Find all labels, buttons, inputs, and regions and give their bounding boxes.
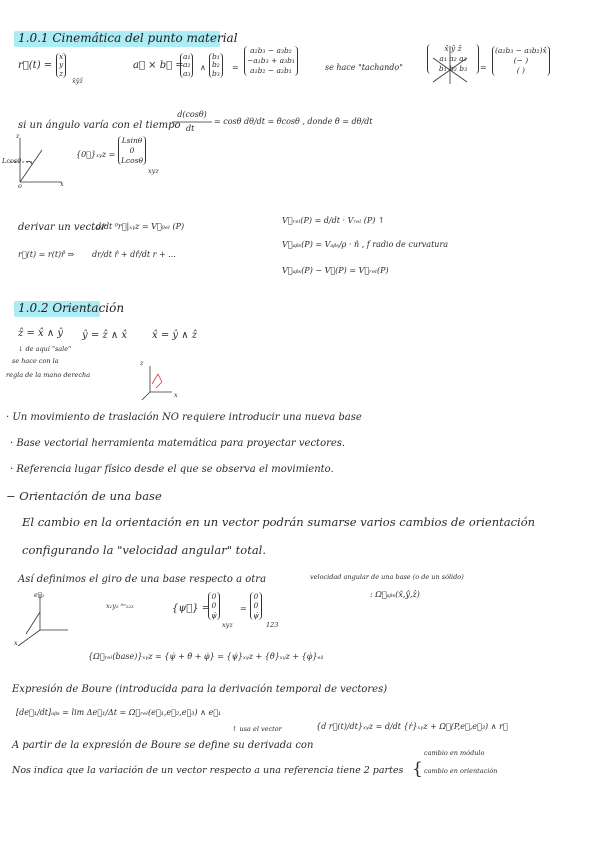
note-se-hace: se hace con la — [12, 357, 59, 365]
axes-z-label: z — [140, 359, 144, 367]
bullet-base: · Base vectorial herramienta matemática para proyectar vectores. — [10, 438, 346, 449]
determinant-crossout — [427, 44, 477, 84]
derive-equation: d/dt ⁰r⃗|ₓᵧz = V⃗₀ₑₗ (P) — [96, 222, 185, 231]
r-decomposition: r⃗(t) = r(t)r̂ ⇒ — [18, 250, 75, 259]
equals-sign-3: = — [240, 604, 247, 613]
orientation-text-2: configurando la "velocidad angular" total. — [22, 543, 267, 557]
psi-vector-123: 0 0 ψ̇ — [250, 592, 262, 620]
vector-a: a₁ a₂ a₃ — [180, 53, 193, 78]
note-de-aqui: ↓ de aquí "sale" — [18, 345, 72, 353]
section-title-2: 1.0.2 Orientación — [18, 301, 125, 315]
determinant-result: (a₂b₃ − a₃b₂)x̂ (− ) ( ) — [492, 46, 550, 76]
vector-o-values: Lsinθ 0 Lcosθ — [118, 136, 146, 165]
psi-label: {ψ⃗} = — [172, 603, 211, 614]
boure-derivada-text: A partir de la expresión de Boure se define su derivada con — [12, 740, 314, 751]
two-parts-brace: { — [412, 759, 423, 779]
psi-vector-xyz: 0 0 ψ̇ — [208, 592, 220, 620]
position-vector: x y z — [56, 53, 66, 78]
determinant: x̂ ŷ ẑ a₁ a₂ a₃ b₁ b₂ b₃ — [427, 44, 479, 74]
axis-x-label: x — [60, 180, 64, 188]
bullet-traslacion: · Un movimiento de traslación NO requiere introducir una nueva base — [6, 412, 362, 423]
cross-product-label: a⃗ × b⃗ = — [133, 60, 184, 71]
position-vector-label: r⃗(t) = — [18, 60, 53, 71]
define-giro: Así definimos el giro de una base respecto a otra — [18, 574, 267, 585]
vector-b: b₁ b₂ b₃ — [209, 53, 223, 78]
cross-rule-3: x̂ = ŷ ∧ ẑ — [152, 330, 197, 341]
orientation-text-1: El cambio en la orientación en un vector podrán sumarse varios cambios de orientación — [22, 515, 536, 529]
equals-sign-2: = — [480, 63, 487, 72]
position-vector-basis: x̂ŷẑ — [72, 77, 83, 85]
tachando-note: se hace "tachando" — [325, 63, 403, 72]
two-parts-text: Nos indica que la variación de un vector respecto a una referencia tiene 2 partes — [12, 765, 404, 776]
cross-rule-2: ŷ = ẑ ∧ x̂ — [82, 330, 127, 341]
axes-x-label: x — [174, 391, 178, 399]
psi-basis-xyz: xyz — [222, 621, 233, 629]
origin-label: o — [18, 182, 22, 190]
base-indices: x₁y₂ ⁰ᵉ₁₂₃ — [106, 602, 134, 610]
bullet-referencia: · Referencia lugar físico desde el que se observa el movimiento. — [10, 464, 334, 475]
fraction-denominator: dt — [186, 124, 195, 133]
section-title: 1.0.1 Cinemática del punto material — [18, 31, 238, 45]
angle-text: si un ángulo varía con el tiempo — [18, 120, 181, 131]
r-derivative: dr/dt r̂ + dr̂/dt r + ... — [92, 250, 176, 259]
vdiff-equation: V⃗ₐᵦₛ(P) − V⃗(P) = V⃗ᵣₑₗ(P) — [282, 266, 389, 275]
part-module: cambio en módulo — [424, 749, 485, 757]
base-e1-label: e⃗₁ — [34, 591, 45, 599]
cross-result: a₂b₃ − a₃b₂ −a₁b₃ + a₃b₁ a₁b₂ − a₂b₁ — [244, 46, 298, 76]
fraction-numerator: d(cosθ) — [177, 110, 207, 119]
vrel-equation: V⃗ᵣₑₗ(P) = d/dt · Vᵣₑₗ (P) ↑ — [282, 216, 385, 225]
note-mano-derecha: regla de la mano derecha — [6, 371, 91, 379]
boure-derivative: {d r⃗(t)/dt}ₓᵧz = d/dt {ṙ}ₓᵧz + Ω⃗(P,e⃗,e⃗₃) ∧ r⃗ — [316, 722, 508, 731]
part-orientation: cambio en orientación — [424, 767, 498, 775]
axis-z-label: z — [16, 132, 20, 140]
boure-equation: [de⃗₁/dt]ₐᵦₛ = lim Δe⃗₁/Δt = Ω⃗ᵣₑₗ(e⃗₁,e⃗₂,e⃗₃) ∧ e⃗₁ — [16, 708, 222, 717]
boure-text: Expresión de Boure (introducida para la derivación temporal de vectores) — [12, 684, 388, 695]
fraction-bar — [172, 121, 214, 123]
vector-o-label: {0⃗}ₓᵧz = — [76, 150, 116, 159]
omega-abs: : Ω⃗ₐᵦₛ(x̂,ŷ,ẑ) — [370, 590, 420, 599]
vector-o-basis: xyz — [148, 167, 159, 175]
angular-velocity-note: velocidad angular de una base (o de un sólido) — [310, 573, 464, 581]
derivative-result: = cosθ dθ/dt = θ̇cosθ , donde θ̇ = dθ/dt — [214, 117, 373, 126]
omega-sum: {Ω⃗ᵣₑₗ(base)}ₓᵧz = {ψ̇ + θ̇ + φ̇} = {ψ̇}ₓᵧz + {θ̇}ₓᵧz + {φ̇}ₑ₁ — [88, 652, 324, 661]
cross-rule-1: ẑ = x̂ ∧ ŷ — [18, 328, 63, 339]
equals-sign: = — [232, 63, 239, 72]
length-label: Lcosθ — [2, 157, 22, 165]
bullet-orientacion: − Orientación de una base — [6, 489, 162, 503]
vabs-equation: V⃗ₐᵦₛ(P) = Vₐᵦₛ/ρ · n̂ , f radio de curvatura — [282, 240, 449, 249]
base-x-label: x — [14, 639, 18, 647]
cross-symbol: ∧ — [200, 63, 206, 72]
derive-text: derivar un vector — [18, 222, 106, 233]
boure-note: ↑ usa el vector — [232, 725, 282, 733]
psi-basis-123: 123 — [266, 621, 279, 629]
